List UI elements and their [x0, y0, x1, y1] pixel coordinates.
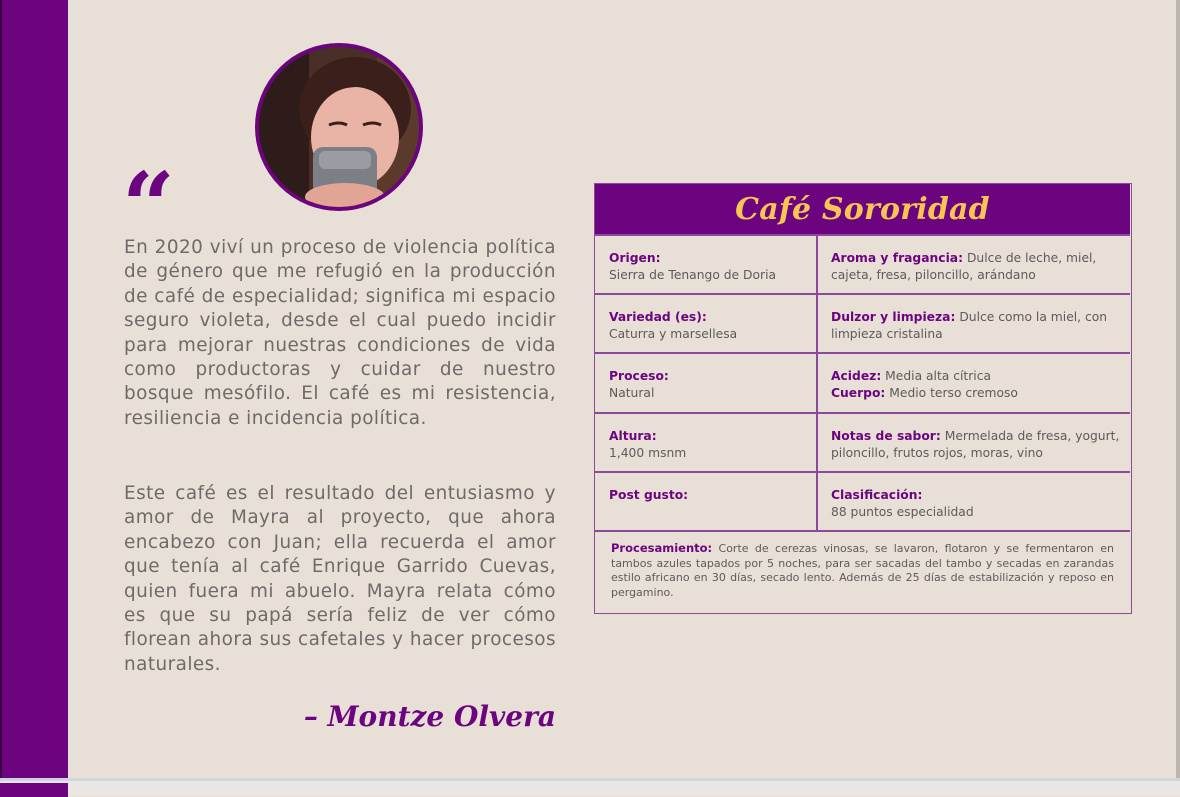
- cell-variedad: [595, 295, 816, 352]
- cuerpo-value: Medio terso cremoso: [889, 386, 1018, 400]
- right-edge-shadow: [1176, 0, 1180, 782]
- cell-notas: [817, 414, 1130, 471]
- proceso-label: Proceso:: [609, 369, 669, 383]
- quote-paragraph-2: Este café es el resultado del entusiasmo y amor de Mayra al proyecto, que ahora encabezo con Juan; ella recuerda el amor que tenía al café Enrique Garrido Cuevas, quien fuera mi abuelo. Mayra relata cómo es que su papá sería feliz de ver cómo florean ahora sus cafetales y hacer procesos naturales.: [124, 483, 556, 675]
- author-signature: – Montze Olvera: [303, 700, 556, 733]
- left-accent-bar: [0, 0, 68, 796]
- aroma-value: Dulce de leche, miel, cajeta, fresa, piloncillo, arándano: [831, 251, 1097, 282]
- procesamiento-label: Procesamiento:: [611, 541, 713, 555]
- card-header: [595, 184, 1130, 234]
- variedad-label: Variedad (es):: [609, 310, 707, 324]
- cell-altura: [595, 414, 816, 471]
- cell-aroma: [817, 236, 1130, 293]
- portrait-photo: [255, 43, 423, 211]
- notas-label: Notas de sabor:: [831, 429, 941, 443]
- cell-post-gusto: [595, 473, 816, 530]
- cell-origen: [595, 236, 816, 293]
- bottom-accent-bar: [0, 783, 68, 797]
- quote-paragraph-1: En 2020 viví un proceso de violencia política de género que me refugió en la producción de café de especialidad; significa mi espacio seguro violeta, desde el cual puedo incidir para mejorar nuestras condiciones de vida como productoras y cuidar de nuestro bosque mesófilo. El café es mi resistencia, resiliencia e incidencia política.: [124, 237, 556, 429]
- clasificacion-value: 88 puntos especialidad: [831, 505, 974, 519]
- origen-value: Sierra de Tenango de Doria: [609, 268, 777, 282]
- cell-acidez-cuerpo: [817, 354, 1130, 412]
- cell-dulzor: [817, 295, 1130, 352]
- dulzor-value: Dulce como la miel, con limpieza cristalina: [831, 310, 1108, 341]
- cell-clasificacion: [817, 473, 1130, 530]
- acidez-value: Media alta cítrica: [885, 369, 991, 383]
- procesamiento-value: Corte de cerezas vinosas, se lavaron, flotaron y se fermentaron en tambos azules tapados por 5 noches, para ser sacadas del tambo y secadas en zarandas estilo africano en 30 días, secado lento. Además de 25 días de estabilización y reposo en pergamino.: [611, 542, 1114, 599]
- bottom-strip: [0, 778, 1180, 796]
- card-title: Café Sororidad: [735, 191, 990, 227]
- cuerpo-label: Cuerpo:: [831, 386, 886, 400]
- clasificacion-label: Clasificación:: [831, 488, 923, 502]
- post-gusto-label: Post gusto:: [609, 488, 689, 502]
- dulzor-label: Dulzor y limpieza:: [831, 310, 956, 324]
- procesamiento-block: [595, 531, 1130, 600]
- cell-proceso: [595, 354, 816, 412]
- acidez-label: Acidez:: [831, 369, 882, 383]
- altura-label: Altura:: [609, 429, 657, 443]
- proceso-value: Natural: [609, 386, 655, 400]
- portrait-illustration: [259, 47, 419, 207]
- aroma-label: Aroma y fragancia:: [831, 251, 964, 265]
- altura-value: 1,400 msnm: [609, 446, 687, 460]
- opening-quote-mark: “: [122, 152, 175, 260]
- coffee-info-card: [594, 183, 1132, 614]
- notas-value: Mermelada de fresa, yogurt, piloncillo, frutos rojos, moras, vino: [831, 429, 1120, 460]
- variedad-value: Caturra y marsellesa: [609, 327, 738, 341]
- origen-label: Origen:: [609, 251, 661, 265]
